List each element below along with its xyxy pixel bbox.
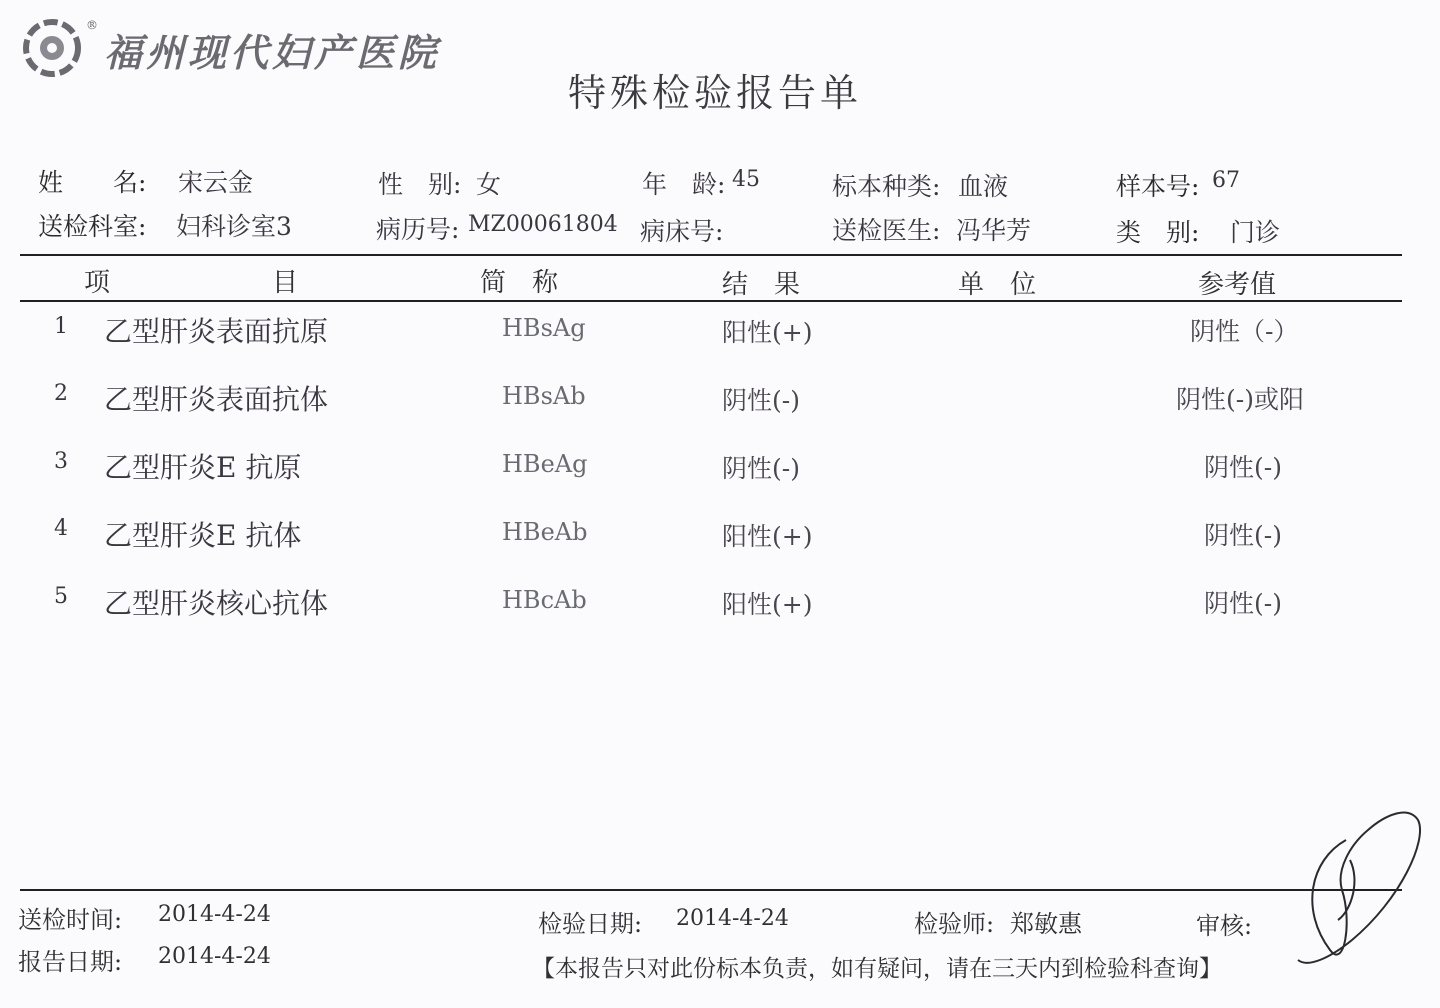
- age-label: 年 龄:: [642, 170, 726, 199]
- dept-label: 送检科室:: [38, 212, 147, 241]
- item-reference: 阴性(-)或阳: [1176, 385, 1304, 414]
- registered-mark: ®: [86, 18, 98, 32]
- examiner-label: 检验师:: [914, 910, 995, 938]
- item-abbr: HBsAg: [502, 314, 586, 342]
- hospital-logo: [22, 18, 82, 78]
- item-name: 乙型肝炎E 抗原: [104, 451, 302, 484]
- table-top-rule: [20, 254, 1402, 256]
- sample-no-label: 样本号:: [1116, 172, 1200, 201]
- row-number: 2: [54, 381, 68, 406]
- row-number: 1: [54, 314, 68, 339]
- item-abbr: HBsAb: [502, 382, 586, 410]
- footer-rule: [20, 889, 1402, 891]
- examiner: 郑敏惠: [1010, 910, 1082, 938]
- item-reference: 阴性（-）: [1190, 317, 1299, 346]
- sex-label: 性 别:: [378, 170, 462, 199]
- row-number: 5: [54, 584, 68, 609]
- hospital-name: 福州现代妇产医院: [104, 30, 441, 75]
- item-reference: 阴性(-): [1204, 521, 1282, 550]
- bed-no-label: 病床号:: [640, 217, 724, 246]
- patient-age: 45: [732, 167, 760, 192]
- send-time-label: 送检时间:: [18, 906, 123, 934]
- row-number: 4: [54, 516, 68, 541]
- name-label: 姓 名:: [38, 168, 147, 197]
- test-date: 2014-4-24: [676, 906, 789, 931]
- col-item-1: 项: [84, 268, 111, 298]
- reviewer-signature: [1290, 800, 1430, 970]
- doctor-label: 送检医生:: [832, 216, 941, 245]
- item-name: 乙型肝炎表面抗原: [104, 315, 329, 348]
- patient-name: 宋云金: [178, 168, 254, 197]
- col-reference: 参考值: [1198, 270, 1277, 300]
- disclaimer-notice: 【本报告只对此份标本负责，如有疑问，请在三天内到检验科查询】: [532, 956, 1222, 982]
- report-title: 特殊检验报告单: [568, 71, 863, 115]
- item-result: 阳性(+): [722, 590, 813, 619]
- item-result: 阴性(-): [722, 454, 800, 483]
- report-date: 2014-4-24: [158, 944, 271, 969]
- table-header-rule: [20, 300, 1402, 302]
- record-no-label: 病历号:: [376, 215, 460, 244]
- item-name: 乙型肝炎表面抗体: [104, 383, 329, 416]
- item-abbr: HBcAb: [502, 586, 587, 614]
- patient-sex: 女: [476, 170, 502, 199]
- item-name: 乙型肝炎核心抗体: [104, 587, 329, 620]
- item-result: 阳性(+): [722, 318, 813, 347]
- dept: 妇科诊室3: [176, 212, 292, 241]
- item-abbr: HBeAg: [502, 450, 588, 478]
- col-item-2: 目: [272, 268, 299, 298]
- item-result: 阳性(+): [722, 522, 813, 551]
- item-reference: 阴性(-): [1204, 453, 1282, 482]
- col-unit: 单 位: [958, 270, 1037, 300]
- category-label: 类 别:: [1116, 218, 1200, 247]
- doctor: 冯华芳: [956, 216, 1032, 245]
- item-abbr: HBeAb: [502, 518, 588, 546]
- item-reference: 阴性(-): [1204, 589, 1282, 618]
- category: 门诊: [1230, 218, 1281, 247]
- send-time: 2014-4-24: [158, 902, 271, 927]
- col-result: 结 果: [722, 270, 801, 300]
- sample-no: 67: [1212, 168, 1240, 193]
- reviewer-label: 审核:: [1196, 912, 1253, 940]
- row-number: 3: [54, 449, 68, 474]
- report-date-label: 报告日期:: [18, 948, 123, 976]
- specimen-label: 标本种类:: [832, 172, 941, 201]
- item-result: 阴性(-): [722, 386, 800, 415]
- record-no: MZ00061804: [468, 212, 618, 237]
- item-name: 乙型肝炎E 抗体: [104, 519, 302, 552]
- specimen-type: 血液: [958, 172, 1009, 201]
- test-date-label: 检验日期:: [538, 910, 643, 938]
- col-abbr: 简 称: [480, 268, 559, 298]
